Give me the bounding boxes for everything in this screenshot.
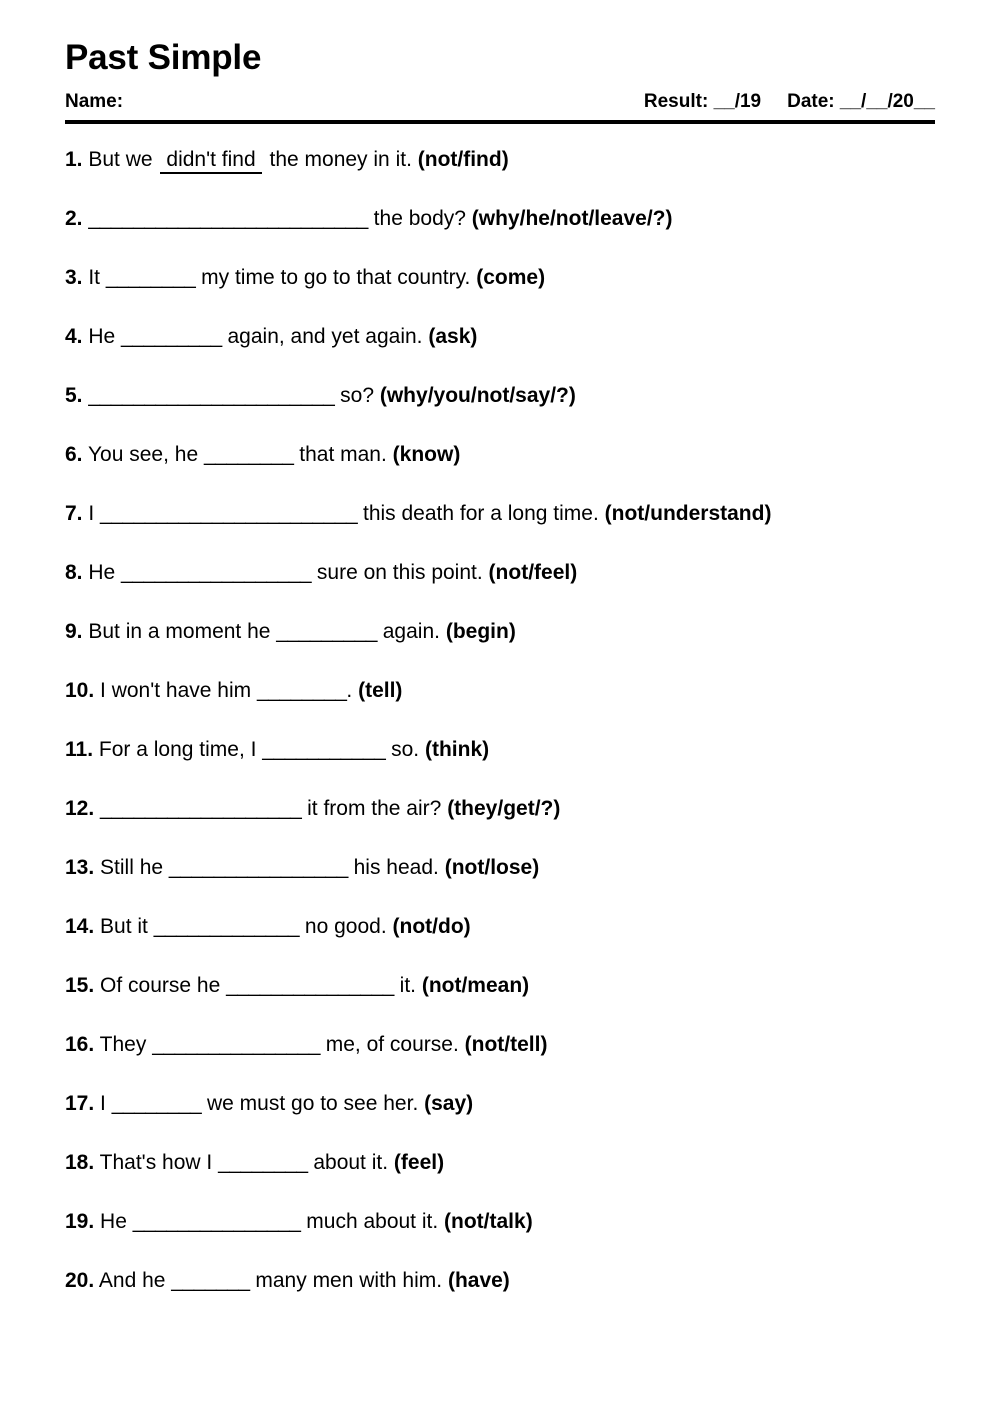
question-text-after: his head. xyxy=(347,855,439,879)
question-text-before: But it xyxy=(94,914,148,938)
verb-hint: (think) xyxy=(424,737,490,761)
answer-blank[interactable]: _______________ xyxy=(132,1209,301,1233)
question-list xyxy=(65,148,935,1328)
verb-hint: (not/talk) xyxy=(444,1209,533,1233)
question-number: 14. xyxy=(65,914,95,938)
question-text-before: They xyxy=(94,1032,147,1056)
question-item xyxy=(65,266,935,325)
date-label: Date: xyxy=(787,90,835,112)
question-text-after: so. xyxy=(385,737,420,761)
question-number: 19. xyxy=(65,1209,95,1233)
verb-hint: (say) xyxy=(424,1091,474,1115)
question-item xyxy=(65,1092,935,1151)
question-text-before: Still he xyxy=(94,855,164,879)
answer-blank[interactable]: ________ xyxy=(218,1150,308,1174)
date-value: __/__/20__ xyxy=(839,90,935,112)
answer-blank[interactable]: _______________ xyxy=(152,1032,320,1056)
question-text-before: I won't have him xyxy=(94,678,252,702)
answer-blank[interactable]: ________ xyxy=(105,265,196,289)
question-number: 2. xyxy=(65,206,83,230)
question-item xyxy=(65,974,935,1033)
question-number: 8. xyxy=(65,560,83,584)
question-text-before: That's how I xyxy=(94,1150,213,1174)
verb-hint: (come) xyxy=(476,265,546,289)
question-item xyxy=(65,738,935,797)
question-text-after: sure on this point. xyxy=(311,560,483,584)
answer-blank[interactable]: ________ xyxy=(203,442,294,466)
verb-hint: (have) xyxy=(447,1268,510,1292)
question-item xyxy=(65,1033,935,1092)
question-text-before: And he xyxy=(94,1268,166,1292)
verb-hint: (begin) xyxy=(445,619,516,643)
question-item xyxy=(65,1151,935,1210)
question-number: 6. xyxy=(65,442,83,466)
question-text-before: But in a moment he xyxy=(82,619,271,643)
answer-blank[interactable]: _________ xyxy=(121,324,222,348)
question-item xyxy=(65,856,935,915)
question-text-after: me, of course. xyxy=(319,1032,459,1056)
verb-hint: (not/lose) xyxy=(444,855,540,879)
question-number: 4. xyxy=(65,324,83,348)
question-number: 5. xyxy=(65,383,83,407)
verb-hint: (not/understand) xyxy=(604,501,772,525)
answer-blank[interactable]: _________ xyxy=(276,619,377,643)
date-field xyxy=(787,91,935,113)
question-item xyxy=(65,148,935,207)
verb-hint: (why/he/not/leave/?) xyxy=(471,206,673,230)
verb-hint: (they/get/?) xyxy=(447,796,561,820)
question-text-after: it from the air? xyxy=(301,796,442,820)
question-text-after: my time to go to that country. xyxy=(195,265,471,289)
verb-hint: (feel) xyxy=(393,1150,445,1174)
question-number: 16. xyxy=(65,1032,95,1056)
worksheet-sheet xyxy=(65,40,935,1328)
answer-blank[interactable]: _______________ xyxy=(226,973,394,997)
answer-blank[interactable]: __________________ xyxy=(100,796,302,820)
question-number: 11. xyxy=(65,737,94,761)
question-number: 3. xyxy=(65,265,83,289)
question-item xyxy=(65,620,935,679)
result-value: __/19 xyxy=(713,90,762,112)
answer-blank[interactable]: ________ xyxy=(256,678,347,702)
verb-hint: (not/mean) xyxy=(421,973,530,997)
answer-blank[interactable]: _________________________ xyxy=(88,206,368,230)
answer-blank-filled[interactable]: didn't find xyxy=(160,149,261,174)
worksheet-meta-row xyxy=(65,91,935,113)
question-text-after: . xyxy=(346,678,353,702)
question-text-before: Of course he xyxy=(94,973,221,997)
question-text-before: It xyxy=(82,265,101,289)
verb-hint: (not/find) xyxy=(417,147,509,171)
question-item xyxy=(65,1210,935,1269)
question-text-after: much about it. xyxy=(300,1209,439,1233)
question-number: 9. xyxy=(65,619,83,643)
question-item xyxy=(65,679,935,738)
result-label: Result: xyxy=(643,90,709,112)
question-item xyxy=(65,502,935,561)
question-text-after: this death for a long time. xyxy=(357,501,599,525)
question-text-after: the money in it. xyxy=(263,147,412,171)
question-item xyxy=(65,443,935,502)
result-field xyxy=(644,91,761,113)
answer-blank[interactable]: ______________________ xyxy=(88,383,335,407)
question-text-before: He xyxy=(82,324,116,348)
question-text-after: about it. xyxy=(307,1150,389,1174)
verb-hint: (not/feel) xyxy=(488,560,578,584)
question-number: 12. xyxy=(65,796,95,820)
header-divider xyxy=(65,120,935,124)
question-text-after: we must go to see her. xyxy=(201,1091,419,1115)
question-item xyxy=(65,207,935,266)
question-item xyxy=(65,1269,935,1328)
answer-blank[interactable]: ___________ xyxy=(262,737,386,761)
question-item xyxy=(65,797,935,856)
meta-right-group xyxy=(644,91,935,113)
page-title: Past Simple xyxy=(65,38,262,77)
question-item xyxy=(65,384,935,443)
question-text-after: again, and yet again. xyxy=(221,324,423,348)
answer-blank[interactable]: _________________ xyxy=(121,560,312,584)
question-text-before: You see, he xyxy=(82,442,199,466)
question-text-before: I xyxy=(94,1091,106,1115)
question-text-after: no good. xyxy=(299,914,387,938)
question-text-before: For a long time, I xyxy=(93,737,257,761)
question-number: 15. xyxy=(65,973,95,997)
question-number: 17. xyxy=(65,1091,95,1115)
verb-hint: (why/you/not/say/?) xyxy=(379,383,576,407)
question-number: 1. xyxy=(65,147,83,171)
name-field-label: Name: xyxy=(65,90,124,112)
question-text-after: the body? xyxy=(367,206,466,230)
question-text-after: it. xyxy=(393,973,416,997)
verb-hint: (ask) xyxy=(428,324,478,348)
question-item xyxy=(65,325,935,384)
answer-blank[interactable]: ________ xyxy=(111,1091,202,1115)
verb-hint: (know) xyxy=(392,442,461,466)
question-number: 10. xyxy=(65,678,95,702)
verb-hint: (tell) xyxy=(358,678,403,702)
question-text-after: so? xyxy=(334,383,375,407)
question-text-after: again. xyxy=(376,619,440,643)
question-text-before: But we xyxy=(82,147,153,171)
question-text-after: that man. xyxy=(293,442,387,466)
question-number: 20. xyxy=(65,1268,95,1292)
verb-hint: (not/do) xyxy=(392,914,471,938)
question-text-before: He xyxy=(94,1209,127,1233)
question-text-before: I xyxy=(82,501,95,525)
question-number: 13. xyxy=(65,855,95,879)
question-text-after: many men with him. xyxy=(249,1268,443,1292)
answer-blank[interactable]: _______ xyxy=(171,1268,250,1292)
question-item xyxy=(65,915,935,974)
verb-hint: (not/tell) xyxy=(464,1032,548,1056)
answer-blank[interactable]: _______________________ xyxy=(100,501,358,525)
question-number: 7. xyxy=(65,501,83,525)
question-number: 18. xyxy=(65,1150,95,1174)
answer-blank[interactable]: _____________ xyxy=(153,914,300,938)
answer-blank[interactable]: ________________ xyxy=(168,855,348,879)
question-item xyxy=(65,561,935,620)
question-text-before: He xyxy=(82,560,116,584)
